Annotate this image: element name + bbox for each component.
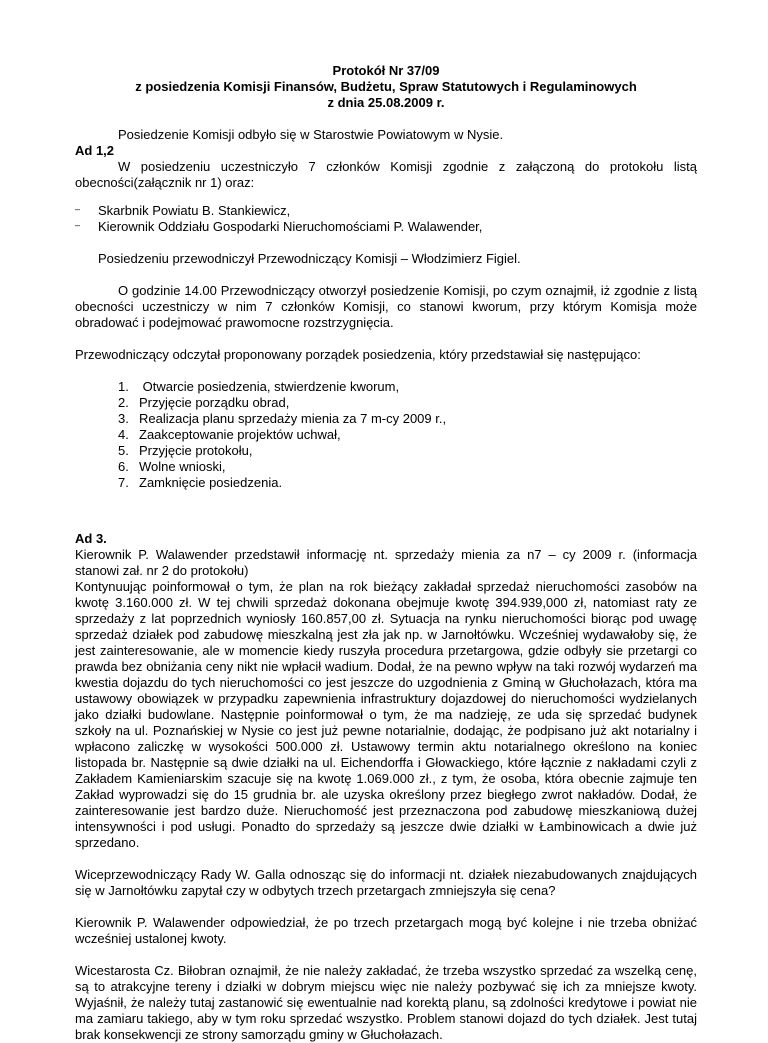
agenda-item	[118, 427, 697, 443]
chair-paragraph: Posiedzeniu przewodniczył Przewodniczący Komisji – Włodzimierz Figiel.	[98, 251, 521, 266]
agenda-item	[118, 379, 697, 395]
agenda-intro: Przewodniczący odczytał proponowany porządek posiedzenia, który przedstawiał się następująco:	[75, 347, 641, 362]
agenda-item	[118, 411, 697, 427]
agenda-number: 6.	[118, 459, 129, 474]
intro-paragraph: Posiedzenie Komisji odbyło się w Starostwie Powiatowym w Nysie.	[118, 127, 504, 142]
ad3-paragraph-3: Wiceprzewodniczący Rady W. Galla odnosząc się do informacji nt. działek niezabudowanych znajdujących się w Jarnołtówku zapytał czy w odbytych trzech przetargach zmniejszyła się cena?	[75, 867, 697, 898]
attendance-paragraph: W posiedzeniu uczestniczyło 7 członków Komisji zgodnie z załączoną do protokołu listą obecności(załącznik nr 1) oraz:	[75, 159, 697, 190]
agenda-item	[118, 459, 697, 475]
document-page	[75, 63, 697, 1043]
agenda-list	[118, 379, 697, 491]
agenda-number: 3.	[118, 411, 129, 426]
ad3-paragraph-4: Kierownik P. Walawender odpowiedział, że po trzech przetargach mogą być kolejne i nie trzeba obniżać wcześniej ustalonej kwoty.	[75, 915, 697, 946]
ad3-paragraph-2: Kontynuując poinformował o tym, że plan na rok bieżący zakładał sprzedaż nieruchomości zasobów na kwotę 3.160.000 zł. W tej chwili sprzedaż dokonana obejmuje kwotę 394.939,000 zł, natomiast raty ze sprzedaży z lat poprzednich wyniosły 160.857,00 zł. Sytuacja na rynku nieruchomości biorąc pod uwagę sprzedaż działek pod zabudowę mieszkalną jest zła jak np. w Jarnołtówku. Wcześniej wydawałoby się, że jest zainteresowanie, ale w momencie kiedy ruszyła procedura przetargowa, gdzie odbyły sie przetargi co prawda bez obniżania ceny nikt nie wpłacił wadium. Dodał, że na pewno wpływ na taki rozwój wydarzeń ma kwestia dojazdu do tych nieruchomości co jest jeszcze do uzgodnienia z Gminą w Głuchołazach, która ma ustawowy obowiązek w przypadku zapewnienia infrastruktury dojazdowej do nieruchomości wydzielanych jako działki budowlane. Następnie poinformował o tym, że ma nadzieję, ze uda się sprzedać budynek szkoły na ul. Poznańskiej w Nysie co jest już pewne notarialnie, dodając, że podpisano już akt notarialny i wpłacono zaliczkę w wysokości 500.000 zł. Ustawowy termin aktu notarialnego określono na koniec listopada br. Następnie są dwie działki na ul. Eichendorffa i Głowackiego, które łącznie z nakładami czyli z Zakładem Kamieniarskim szacuje się na kwotę 1.069.000 zł., z tym, że osoba, która obecnie zajmuje ten Zakład wyprowadzi się do 15 grudnia br. ale uzyska określony przez biegłego zwrot nakładów. Dodał, że zainteresowanie jest bardzo duże. Nieruchomość jest przeznaczona pod zabudowę mieszkaniową dużej intensywności i pod usługi. Ponadto do sprzedaży są jeszcze dwie działki w Łambinowicach a dwie już sprzedano.	[75, 579, 697, 850]
title-line-3: z dnia 25.08.2009 r.	[327, 95, 445, 110]
agenda-number: 2.	[118, 395, 129, 410]
agenda-text: Zamknięcie posiedzenia.	[139, 475, 283, 490]
document-title	[75, 63, 697, 111]
agenda-number: 7.	[118, 475, 129, 490]
agenda-number: 4.	[118, 427, 129, 442]
ad3-paragraph-5: Wicestarosta Cz. Biłobran oznajmił, że nie należy zakładać, że trzeba wszystko sprzedać za wszelką cenę, są to atrakcyjne tereny i działki w dobrym miejscu więc nie należy pozbywać się ich za mniejsze kwoty. Wyjaśnił, że należy tutaj zastanowić się ewentualnie nad korektą planu, są zdolności kredytowe i powiat nie ma zamiaru takiego, aby w tym roku sprzedać wszystko. Problem stanowi dojazd do tych działek. Jest tutaj brak konsekwencji ze strony samorządu gminy w Głuchołazach.	[75, 963, 697, 1042]
agenda-text: Przyjęcie protokołu,	[139, 443, 253, 458]
agenda-item	[118, 475, 697, 491]
dash-marker: –	[75, 220, 81, 230]
agenda-text: Przyjęcie porządku obrad,	[139, 395, 290, 410]
attendee-item	[75, 219, 697, 235]
agenda-text: Zaakceptowanie projektów uchwał,	[139, 427, 341, 442]
agenda-text: Realizacja planu sprzedaży mienia za 7 m-cy 2009 r.,	[139, 411, 447, 426]
agenda-number: 5.	[118, 443, 129, 458]
agenda-item	[118, 395, 697, 411]
ad3-paragraph-1: Kierownik P. Walawender przedstawił informację nt. sprzedaży mienia za n7 – cy 2009 r. (informacja stanowi zał. nr 2 do protokołu)	[75, 547, 697, 578]
agenda-number: 1.	[118, 379, 129, 394]
title-line-1: Protokół Nr 37/09	[332, 63, 440, 78]
agenda-text: Wolne wnioski,	[139, 459, 226, 474]
agenda-text: Otwarcie posiedzenia, stwierdzenie kworum,	[139, 379, 400, 394]
ad12-heading: Ad 1,2	[75, 143, 115, 158]
attendee-list	[75, 203, 697, 235]
title-line-2: z posiedzenia Komisji Finansów, Budżetu, Spraw Statutowych i Regulaminowych	[135, 79, 637, 94]
attendee-name: Skarbnik Powiatu B. Stankiewicz,	[98, 203, 291, 218]
agenda-item	[118, 443, 697, 459]
ad3-heading: Ad 3.	[75, 531, 107, 546]
dash-marker: –	[75, 204, 81, 214]
opening-paragraph: O godzinie 14.00 Przewodniczący otworzył posiedzenie Komisji, po czym oznajmił, iż zgodnie z listą obecności uczestniczy w nim 7 członków Komisji, co stanowi kworum, przy którym Komisja może obradować i podejmować prawomocne rozstrzygnięcia.	[75, 283, 697, 330]
attendee-item	[75, 203, 697, 219]
attendee-name: Kierownik Oddziału Gospodarki Nieruchomościami P. Walawender,	[98, 219, 483, 234]
